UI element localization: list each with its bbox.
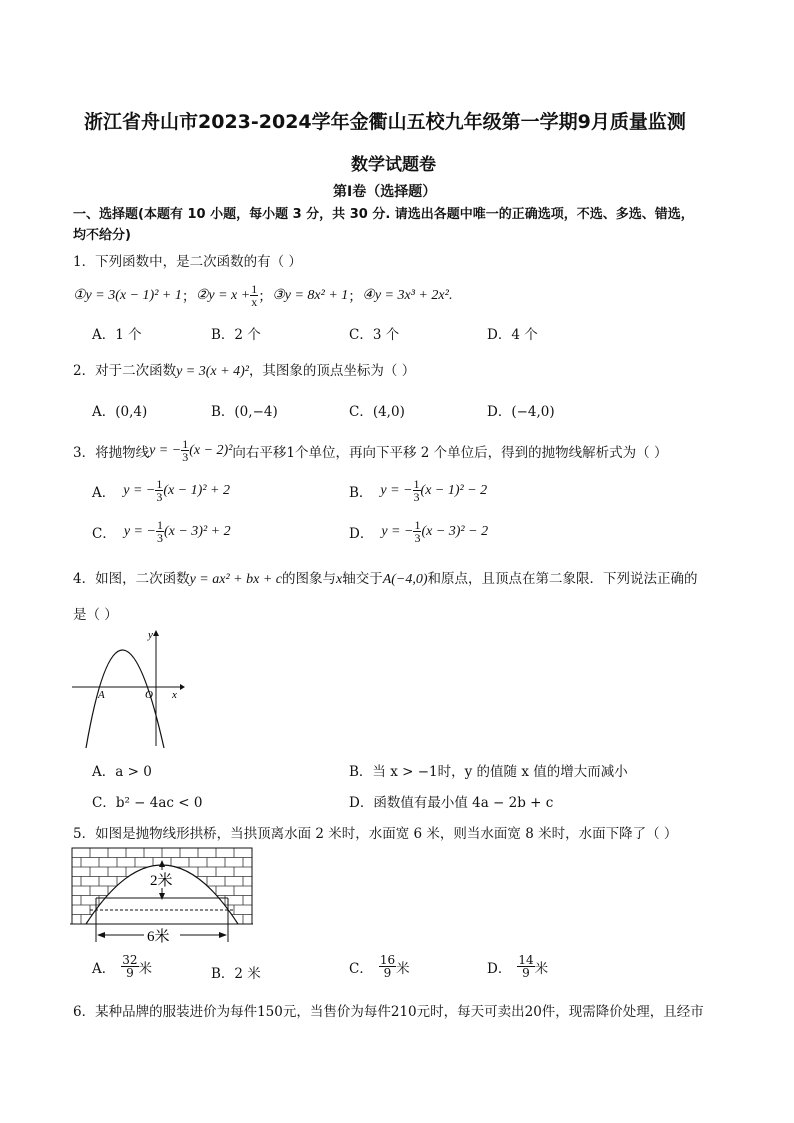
q4-option-d[interactable]: D．函数值有最小值 4a − 2b + c [349,795,554,811]
question-4-stem-cont: 是（ ） [73,607,118,623]
q2-option-a[interactable]: A．(0,4) [92,404,148,420]
y-axis-label: y [148,629,153,641]
q5-option-c[interactable]: C． $\frac{16}{9}$ 米 [349,953,410,980]
question-4-parabola-graph [68,626,188,750]
q1-option-c[interactable]: C．3 个 [349,327,400,343]
q3-option-a[interactable]: A． y = − $\frac{1}{3}$ (x − 1)² + 2 [92,477,230,504]
question-5-bridge-figure [70,846,254,946]
question-6-stem: 6．某种品牌的服装进价为每件150元，当售价为每件210元时，每天可卖出20件，现需降价处理，且经市 [73,1004,704,1020]
q2-option-c[interactable]: C．(4,0) [349,404,405,420]
q1-sep: ； [181,289,196,305]
question-1-stem: 1．下列函数中，是二次函数的有（ ） [73,254,302,270]
question-2-stem: 2．对于二次函数y = 3(x + 4)²，其图象的顶点坐标为（ ） [73,363,416,379]
q1-sep: ； [258,289,273,305]
page-title: 浙江省舟山市2023-2024学年金衢山五校九年级第一学期9月质量监测 [84,111,686,133]
q4-option-b[interactable]: B．当 x > −1时，y 的值随 x 值的增大而减小 [349,764,628,780]
q1-option-a[interactable]: A．1 个 [92,327,142,343]
q1-item-1: ①y = 3(x − 1)² + 1 [73,288,182,303]
q1-option-d[interactable]: D．4 个 [487,327,538,343]
question-4-stem: 4．如图，二次函数y = ax² + bx + c的图象与x轴交于A(−4,0)和原点，且顶点在第二象限．下列说法正确的 [73,571,698,587]
point-a-label: A [98,689,105,701]
q1-sep: ； [348,289,363,305]
height-label: 2米 [150,873,173,889]
q3-option-d[interactable]: D． y = − $\frac{1}{3}$ (x − 3)² − 2 [349,518,489,545]
y-axis-arrow [153,630,159,636]
q5-option-d[interactable]: D． $\frac{14}{9}$ 米 [487,953,549,980]
q1-item-2-fraction: $\frac{1}{x}$ [251,282,258,309]
q3-option-c[interactable]: C． y = − $\frac{1}{3}$ (x − 3)² + 2 [92,518,231,545]
q2-option-b[interactable]: B．(0,−4) [211,404,278,420]
question-5-stem: 5．如图是抛物线形拱桥，当拱顶离水面 2 米时，水面宽 6 米，则当水面宽 8 米时，水面下降了（ ） [73,826,678,842]
q4-option-a[interactable]: A．a > 0 [92,764,152,780]
origin-label: O [145,689,153,701]
q4-option-c[interactable]: C．b² − 4ac < 0 [92,795,203,811]
q2-option-d[interactable]: D．(−4,0) [487,404,555,420]
q1-end: . [448,287,453,303]
q1-item-2: ②y = x + [195,288,251,303]
section-instructions: 一、选择题(本题有 10 小题，每小题 3 分，共 30 分. 请选出各题中唯一的正确选项，不选、多选、错选， [73,207,694,222]
x-axis-label: x [172,689,177,701]
q5-option-a[interactable]: A． $\frac{32}{9}$ 米 [92,953,153,980]
question-1-items [73,283,452,308]
q1-option-b[interactable]: B．2 个 [211,327,261,343]
volume-heading: 第Ⅰ卷（选择题） [333,184,437,200]
q1-item-3: ③y = 8x² + 1 [272,288,349,303]
q5-option-b[interactable]: B．2 米 [211,966,261,982]
question-3-stem: 3．将抛物线 y = − $\frac{1}{3}$ (x − 2)² 向右平移1个单位，再向下平移 2 个单位后，得到的抛物线解析式为（ ） [73,437,668,464]
q1-item-4: ④y = 3x³ + 2x² [362,288,449,303]
x-axis-arrow [180,684,185,690]
width-label: 6米 [147,929,170,945]
q2-expression: y = 3(x + 4)² [176,364,249,379]
q3-option-b[interactable]: B． y = − $\frac{1}{3}$ (x − 1)² − 2 [349,477,488,504]
section-instructions-cont: 均不给分) [73,228,131,243]
page-subtitle: 数学试题卷 [351,155,436,175]
